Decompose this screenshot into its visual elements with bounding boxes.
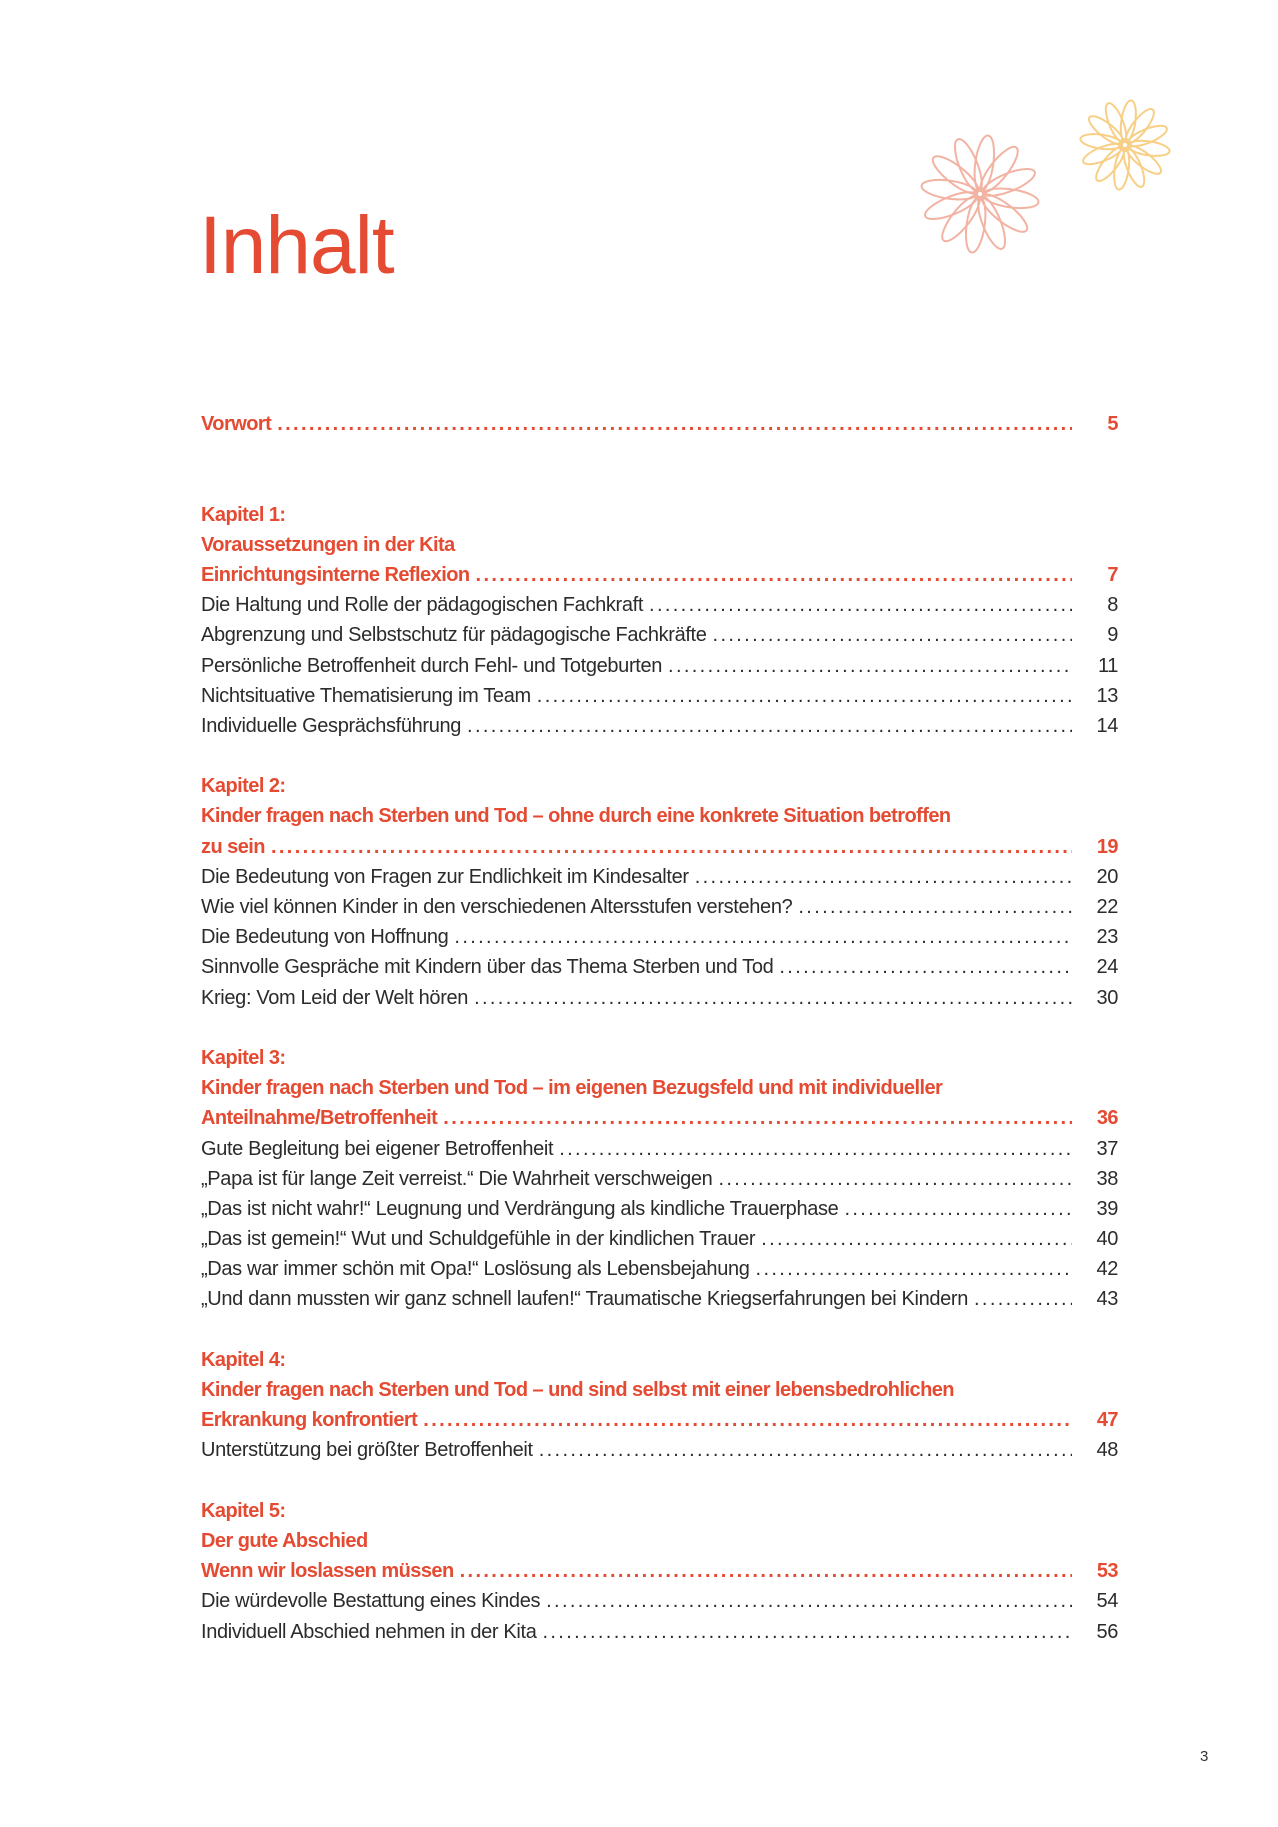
toc-entry-title: „Das ist gemein!“ Wut und Schuldgefühle in der kindlichen Trauer <box>201 1228 756 1251</box>
toc-entry-title: Individuell Abschied nehmen in der Kita <box>201 1620 537 1643</box>
toc-entry-title: Krieg: Vom Leid der Welt hören <box>201 986 469 1009</box>
toc-entry-page: 7 <box>1107 563 1118 586</box>
chapter-heading <box>201 500 1118 530</box>
toc-entry-title: Voraussetzungen in der Kita <box>201 533 455 556</box>
toc-entry-title: Kapitel 1: <box>201 503 286 526</box>
dot-leader <box>779 952 1072 982</box>
toc-entry-title: Gute Begleitung bei eigener Betroffenheit <box>201 1137 554 1160</box>
dot-leader <box>649 590 1072 620</box>
toc-entry-page: 23 <box>1096 926 1118 949</box>
dot-leader <box>467 711 1072 741</box>
chapter-heading <box>201 530 1118 560</box>
toc-entry-page: 40 <box>1096 1228 1118 1251</box>
chapter-heading <box>201 771 1118 801</box>
toc-entry-title: Die würdevolle Bestattung eines Kindes <box>201 1590 541 1613</box>
toc-entry[interactable] <box>201 681 1118 711</box>
toc-entry[interactable] <box>201 1617 1118 1647</box>
toc-entry-page: 42 <box>1096 1258 1118 1281</box>
toc-entry-title: Unterstützung bei größter Betroffenheit <box>201 1439 533 1462</box>
toc-entry-title: „Papa ist für lange Zeit verreist.“ Die Wahrheit verschweigen <box>201 1167 713 1190</box>
toc-entry-title: Nichtsituative Thematisierung im Team <box>201 684 531 707</box>
toc-entry[interactable] <box>201 862 1118 892</box>
toc-entry-page: 20 <box>1096 865 1118 888</box>
dot-leader <box>756 1254 1072 1284</box>
toc-entry-page: 14 <box>1096 714 1118 737</box>
toc-entry-title: Anteilnahme/Betroffenheit <box>201 1107 438 1130</box>
page-title: Inhalt <box>199 200 394 291</box>
toc-entry-title: Die Bedeutung von Hoffnung <box>201 926 449 949</box>
dot-leader <box>271 832 1072 862</box>
chapter-heading <box>201 1375 1118 1405</box>
flower-pink-icon <box>920 134 1039 253</box>
dot-leader <box>713 620 1072 650</box>
toc-entry[interactable] <box>201 892 1118 922</box>
dot-leader <box>559 1134 1072 1164</box>
toc-entry-page: 22 <box>1096 896 1118 919</box>
toc-entry-title: Abgrenzung und Selbstschutz für pädagogische Fachkräfte <box>201 624 707 647</box>
toc-entry-title: Wenn wir loslassen müssen <box>201 1560 454 1583</box>
toc-entry-title: Wie viel können Kinder in den verschiedenen Altersstufen verstehen? <box>201 896 793 919</box>
dot-leader <box>277 409 1072 439</box>
toc-entry-page: 30 <box>1096 986 1118 1009</box>
page-number: 3 <box>1200 1748 1209 1765</box>
toc-entry-title: Kinder fragen nach Sterben und Tod – im eigenen Bezugsfeld und mit individueller <box>201 1077 943 1100</box>
toc-entry-page: 39 <box>1096 1197 1118 1220</box>
toc-entry-page: 53 <box>1096 1560 1118 1583</box>
toc-entry-title: Erkrankung konfrontiert <box>201 1409 418 1432</box>
toc-entry-page: 13 <box>1096 684 1118 707</box>
toc-entry-title: Kapitel 5: <box>201 1499 286 1522</box>
toc-entry-title: Persönliche Betroffenheit durch Fehl- und Totgeburten <box>201 654 663 677</box>
toc-entry[interactable] <box>201 1224 1118 1254</box>
dot-leader <box>798 892 1072 922</box>
toc-entry-page: 19 <box>1096 835 1118 858</box>
toc-entry-page: 48 <box>1096 1439 1118 1462</box>
toc-entry-title: Kinder fragen nach Sterben und Tod – und sind selbst mit einer lebensbedrohlichen <box>201 1379 954 1402</box>
dot-leader <box>474 983 1072 1013</box>
toc-entry-preface[interactable] <box>201 409 1118 439</box>
dot-leader <box>844 1194 1072 1224</box>
dot-leader <box>454 922 1072 952</box>
toc-entry-title: „Und dann mussten wir ganz schnell laufen!“ Traumatische Kriegserfahrungen bei Kindern <box>201 1288 969 1311</box>
toc-entry[interactable] <box>201 711 1118 741</box>
toc-entry-title: „Das war immer schön mit Opa!“ Loslösung als Lebensbejahung <box>201 1258 750 1281</box>
toc-entry[interactable] <box>201 922 1118 952</box>
toc-entry[interactable] <box>201 952 1118 982</box>
toc-entry-chapter-main[interactable] <box>201 1405 1118 1435</box>
toc-entry-title: „Das ist nicht wahr!“ Leugnung und Verdrängung als kindliche Trauerphase <box>201 1197 839 1220</box>
toc-entry-title: Individuelle Gesprächsführung <box>201 714 462 737</box>
dot-leader <box>718 1164 1072 1194</box>
toc-entry[interactable] <box>201 620 1118 650</box>
toc-chapter-2 <box>201 771 1118 1013</box>
toc-entry[interactable] <box>201 1254 1118 1284</box>
toc-chapter-3 <box>201 1043 1118 1315</box>
dot-leader <box>695 862 1072 892</box>
dot-leader <box>761 1224 1072 1254</box>
chapter-heading <box>201 1526 1118 1556</box>
dot-leader <box>542 1617 1072 1647</box>
dot-leader <box>546 1586 1072 1616</box>
toc-chapter-5 <box>201 1496 1118 1647</box>
toc-entry-page: 8 <box>1107 594 1118 617</box>
toc-entry-title: Der gute Abschied <box>201 1529 368 1552</box>
toc-chapter-4 <box>201 1345 1118 1466</box>
dot-leader <box>668 651 1072 681</box>
toc-entry[interactable] <box>201 1284 1118 1314</box>
toc-chapter-1 <box>201 500 1118 742</box>
toc-entry-page: 9 <box>1107 624 1118 647</box>
toc-entry[interactable] <box>201 651 1118 681</box>
chapter-heading <box>201 1073 1118 1103</box>
toc-entry-page: 38 <box>1096 1167 1118 1190</box>
chapter-heading <box>201 1496 1118 1526</box>
toc-entry-title: Die Haltung und Rolle der pädagogischen Fachkraft <box>201 594 644 617</box>
toc-entry[interactable] <box>201 983 1118 1013</box>
flower-decoration <box>900 90 1180 270</box>
dot-leader <box>974 1284 1072 1314</box>
toc-entry-title: Die Bedeutung von Fragen zur Endlichkeit im Kindesalter <box>201 865 689 888</box>
table-of-contents <box>201 409 1118 1647</box>
toc-entry-title: Kapitel 3: <box>201 1046 286 1069</box>
toc-entry-title: Sinnvolle Gespräche mit Kindern über das Thema Sterben und Tod <box>201 956 774 979</box>
toc-entry-page: 37 <box>1096 1137 1118 1160</box>
toc-entry[interactable] <box>201 1134 1118 1164</box>
dot-leader <box>423 1405 1072 1435</box>
toc-entry-page: 36 <box>1096 1107 1118 1130</box>
toc-entry[interactable] <box>201 1586 1118 1616</box>
toc-entry-chapter-main[interactable] <box>201 1556 1118 1586</box>
toc-entry-title: Vorwort <box>201 413 272 435</box>
chapter-heading <box>201 1345 1118 1375</box>
toc-entry[interactable] <box>201 1194 1118 1224</box>
toc-entry-title: Kinder fragen nach Sterben und Tod – ohne durch eine konkrete Situation betroffen <box>201 805 951 828</box>
toc-entry[interactable] <box>201 1435 1118 1465</box>
toc-entry-page: 54 <box>1096 1590 1118 1613</box>
chapter-heading <box>201 801 1118 831</box>
toc-entry-page: 11 <box>1097 654 1118 677</box>
toc-entry-title: Einrichtungsinterne Reflexion <box>201 563 470 586</box>
toc-entry-page: 5 <box>1107 413 1118 435</box>
dot-leader <box>460 1556 1072 1586</box>
dot-leader <box>443 1103 1072 1133</box>
dot-leader <box>537 681 1072 711</box>
chapter-heading <box>201 1043 1118 1073</box>
dot-leader <box>539 1435 1072 1465</box>
toc-entry-title: Kapitel 4: <box>201 1348 286 1371</box>
flower-yellow-icon <box>1079 99 1170 190</box>
toc-entry[interactable] <box>201 1164 1118 1194</box>
toc-entry-title: Kapitel 2: <box>201 775 286 798</box>
toc-entry-chapter-main[interactable] <box>201 832 1118 862</box>
toc-entry-chapter-main[interactable] <box>201 1103 1118 1133</box>
toc-entry-title: zu sein <box>201 835 265 858</box>
toc-entry-page: 56 <box>1096 1620 1118 1643</box>
toc-entry-page: 47 <box>1096 1409 1118 1432</box>
dot-leader <box>476 560 1072 590</box>
toc-entry[interactable] <box>201 590 1118 620</box>
toc-entry-page: 24 <box>1096 956 1118 979</box>
toc-entry-chapter-main[interactable] <box>201 560 1118 590</box>
toc-entry-page: 43 <box>1096 1288 1118 1311</box>
